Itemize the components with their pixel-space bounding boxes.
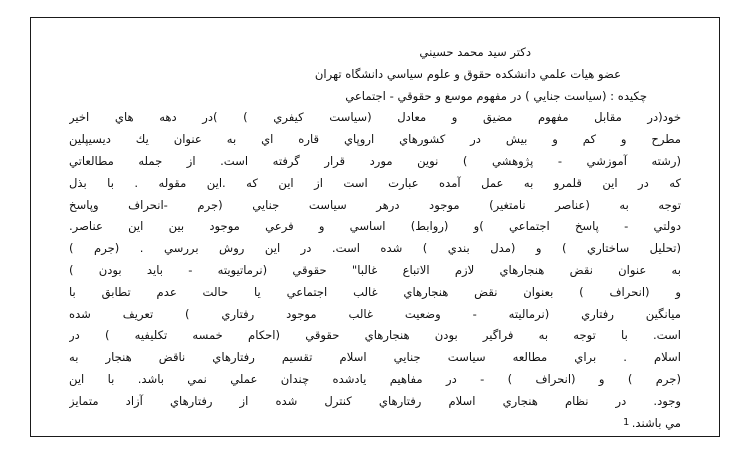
abstract-line: مي باشند. (631, 415, 681, 430)
abstract-line: چكيده : (سياست جنايي ) در مفهوم موسع و حقوقي - اجتماعي (345, 88, 647, 103)
abstract-line: توجه به (عناصر نامتغير) موجود درهر سياست جنايي (جرم -انحراف وپاسخ (69, 197, 681, 212)
text-block (69, 42, 681, 434)
document-page (30, 17, 720, 437)
abstract-line: ميانگين رفتاري (نرماليته - وضعيت غالب موجود رفتاري ) تعريف شده (69, 306, 681, 321)
abstract-line: است. با توجه به فراگير بودن هنجارهاي حقوقي (احكام خمسه تكليفيه ) در (69, 328, 681, 343)
abstract-line: وجود. در نظام هنجاري اسلام رفتارهاي كنترل شده از رفتارهاي آزاد متمايز (69, 393, 681, 408)
abstract-line: (رشته آموزشي - پژوهشي ) نوين مورد قرار گرفته است. از جمله مطالعاتي (69, 153, 681, 168)
abstract-line: (تحليل ساختاري ) و (مدل بندي ) شده است. در اين روش بررسي . (جرم ) (69, 241, 681, 256)
abstract-line: (جرم ) و (انحراف ) - در مفاهيم يادشده چندان عملي نمي باشد. با اين (69, 371, 681, 386)
abstract-line: و (انحراف ) بعنوان نقض هنجارهاي غالب اجتماعي يا حالت عدم تطابق با (69, 284, 681, 299)
abstract-line: به عنوان نقض هنجارهاي لازم الاتباع غالبا" حقوقي (نرماتيويته - بايد بودن ) (69, 262, 681, 277)
abstract-line: مطرح و كم و بيش در كشورهاي اروپاي قاره اي به عنوان يك ديسيپلين (69, 132, 681, 147)
abstract-line: دولتي - پاسخ اجتماعي )و (روابط) اساسي و فرعي موجود بين اين عناصر. (69, 219, 681, 234)
page-number: 1 (623, 417, 630, 428)
author-affiliation: عضو هيات علمي دانشكده حقوق و علوم سياسي دانشگاه تهران (314, 66, 621, 81)
abstract-line: اسلام . براي مطالعه سياست جنايي اسلام تقسيم رفتارهاي ناقض هنجار به (69, 350, 681, 365)
abstract-line: كه در اين قلمرو به عمل آمده عبارت است از اين كه .اين مقوله . با بذل (69, 175, 681, 190)
abstract-line: خود(در مقابل مفهوم مضيق و معادل (سياست كيفري ) )در دهه هاي اخير (69, 110, 681, 125)
author-name: دكتر سيد محمد حسيني (419, 45, 531, 59)
